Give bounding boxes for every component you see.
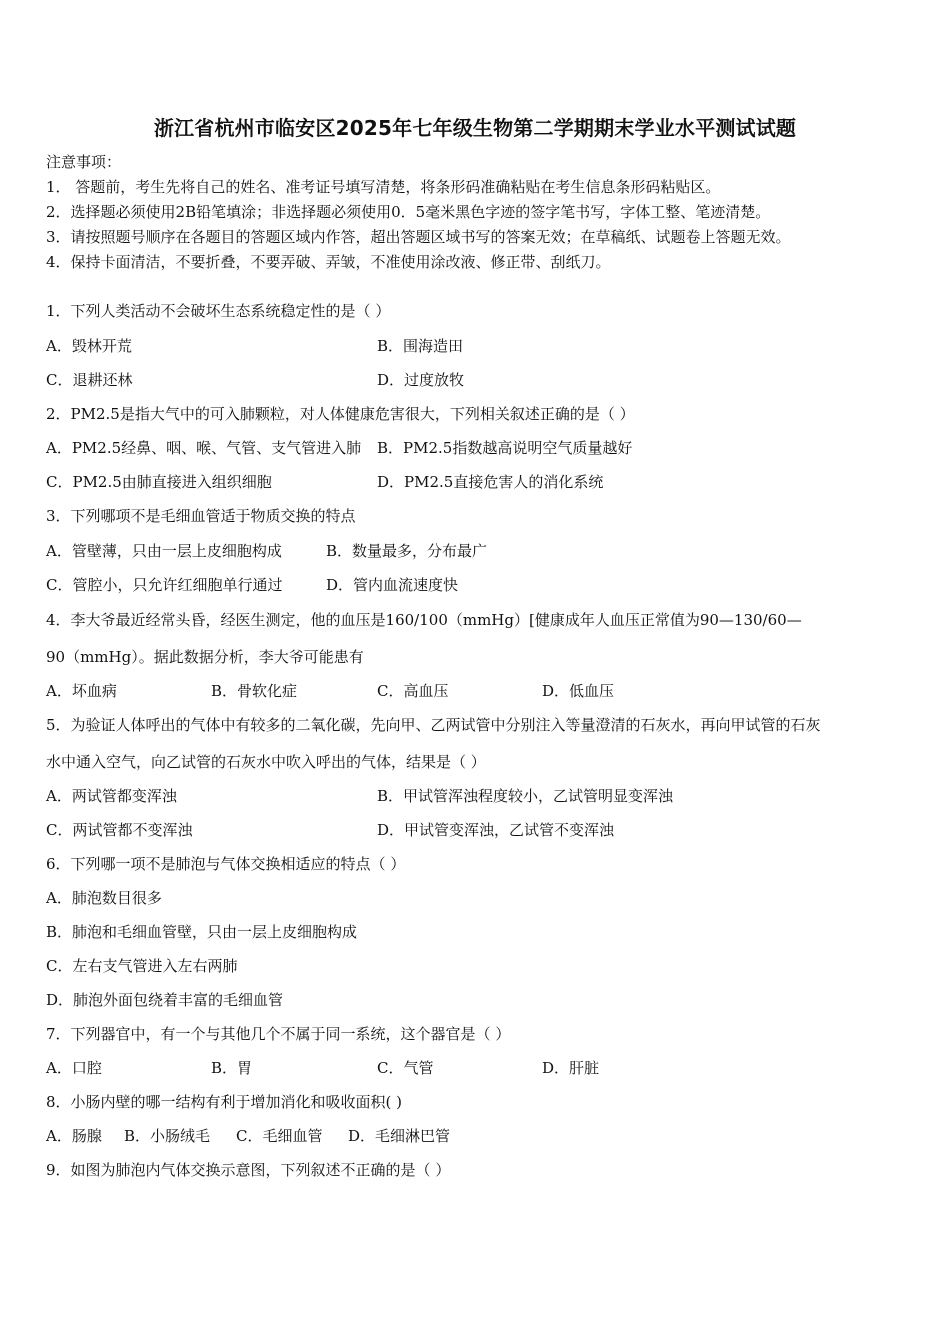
option-c: C．退耕还林 [46, 371, 133, 389]
option-c: C．气管 [377, 1059, 434, 1077]
option-a: A．PM2.5经鼻、咽、喉、气管、支气管进入肺 [46, 439, 362, 457]
option-b: B．肺泡和毛细血管壁，只由一层上皮细胞构成 [46, 923, 358, 941]
option-a: A．肠腺 [46, 1127, 102, 1145]
exam-title: 浙江省杭州市临安区2025年七年级生物第二学期期末学业水平测试试题 [153, 116, 797, 140]
question-stem: 9．如图为肺泡内气体交换示意图，下列叙述不正确的是（ ） [46, 1161, 451, 1179]
option-b: B．围海造田 [377, 337, 464, 355]
question-stem: 8．小肠内壁的哪一结构有利于增加消化和吸收面积( ) [46, 1093, 403, 1111]
question-stem: 5．为验证人体呼出的气体中有较多的二氧化碳，先向甲、乙两试管中分别注入等量澄清的石灰水，再向甲试管的石灰 [46, 716, 821, 734]
notice-item: 2．选择题必须使用2B铅笔填涂；非选择题必须使用0．5毫米黑色字迹的签字笔书写，字体工整、笔迹清楚。 [46, 203, 771, 221]
option-c: C．管腔小，只允许红细胞单行通过 [46, 576, 283, 594]
question-stem: 2．PM2.5是指大气中的可入肺颗粒，对人体健康危害很大，下列相关叙述正确的是（ ） [46, 405, 635, 423]
option-d: D．甲试管变浑浊，乙试管不变浑浊 [377, 821, 615, 839]
notice-item: 4．保持卡面清洁，不要折叠，不要弄破、弄皱，不准使用涂改液、修正带、刮纸刀。 [46, 253, 611, 271]
option-a: A．坏血病 [46, 682, 117, 700]
option-c: C．高血压 [377, 682, 449, 700]
question-stem: 6．下列哪一项不是肺泡与气体交换相适应的特点（ ） [46, 855, 406, 873]
option-d: D．管内血流速度快 [326, 576, 459, 594]
option-b: B．甲试管浑浊程度较小，乙试管明显变浑浊 [377, 787, 674, 805]
option-c: C．PM2.5由肺直接进入组织细胞 [46, 473, 272, 491]
question-stem-continued: 水中通入空气，向乙试管的石灰水中吹入呼出的气体，结果是（ ） [46, 753, 486, 771]
option-b: B．PM2.5指数越高说明空气质量越好 [377, 439, 633, 457]
option-d: D．肝脏 [542, 1059, 600, 1077]
question-stem: 7．下列器官中，有一个与其他几个不属于同一系统，这个器官是（ ） [46, 1025, 511, 1043]
option-c: C．左右支气管进入左右两肺 [46, 957, 238, 975]
option-b: B．数量最多，分布最广 [326, 542, 488, 560]
option-b: B．小肠绒毛 [124, 1127, 211, 1145]
option-d: D．PM2.5直接危害人的消化系统 [377, 473, 604, 491]
option-a: A．肺泡数目很多 [46, 889, 162, 907]
question-stem: 4．李大爷最近经常头昏，经医生测定，他的血压是160/100（mmHg）[健康成年人血压正常值为90—130/60— [46, 611, 802, 629]
option-b: B．胃 [211, 1059, 253, 1077]
question-stem: 1．下列人类活动不会破坏生态系统稳定性的是（ ） [46, 302, 391, 320]
option-d: D．毛细淋巴管 [348, 1127, 451, 1145]
option-a: A．口腔 [46, 1059, 102, 1077]
option-b: B．骨软化症 [211, 682, 298, 700]
notice-item: 1． 答题前，考生先将自己的姓名、准考证号填写清楚，将条形码准确粘贴在考生信息条形码粘贴区。 [46, 178, 721, 196]
question-stem-continued: 90（mmHg）。据此数据分析，李大爷可能患有 [46, 648, 364, 666]
option-a: A．管壁薄，只由一层上皮细胞构成 [46, 542, 282, 560]
option-d: D．过度放牧 [377, 371, 465, 389]
option-d: D．肺泡外面包绕着丰富的毛细血管 [46, 991, 284, 1009]
notice-heading: 注意事项： [46, 153, 122, 171]
notice-item: 3．请按照题号顺序在各题目的答题区域内作答，超出答题区域书写的答案无效；在草稿纸、试题卷上答题无效。 [46, 228, 791, 246]
question-stem: 3．下列哪项不是毛细血管适于物质交换的特点 [46, 507, 356, 525]
option-d: D．低血压 [542, 682, 615, 700]
option-c: C．两试管都不变浑浊 [46, 821, 193, 839]
option-a: A．毁林开荒 [46, 337, 132, 355]
option-c: C．毛细血管 [236, 1127, 323, 1145]
option-a: A．两试管都变浑浊 [46, 787, 177, 805]
